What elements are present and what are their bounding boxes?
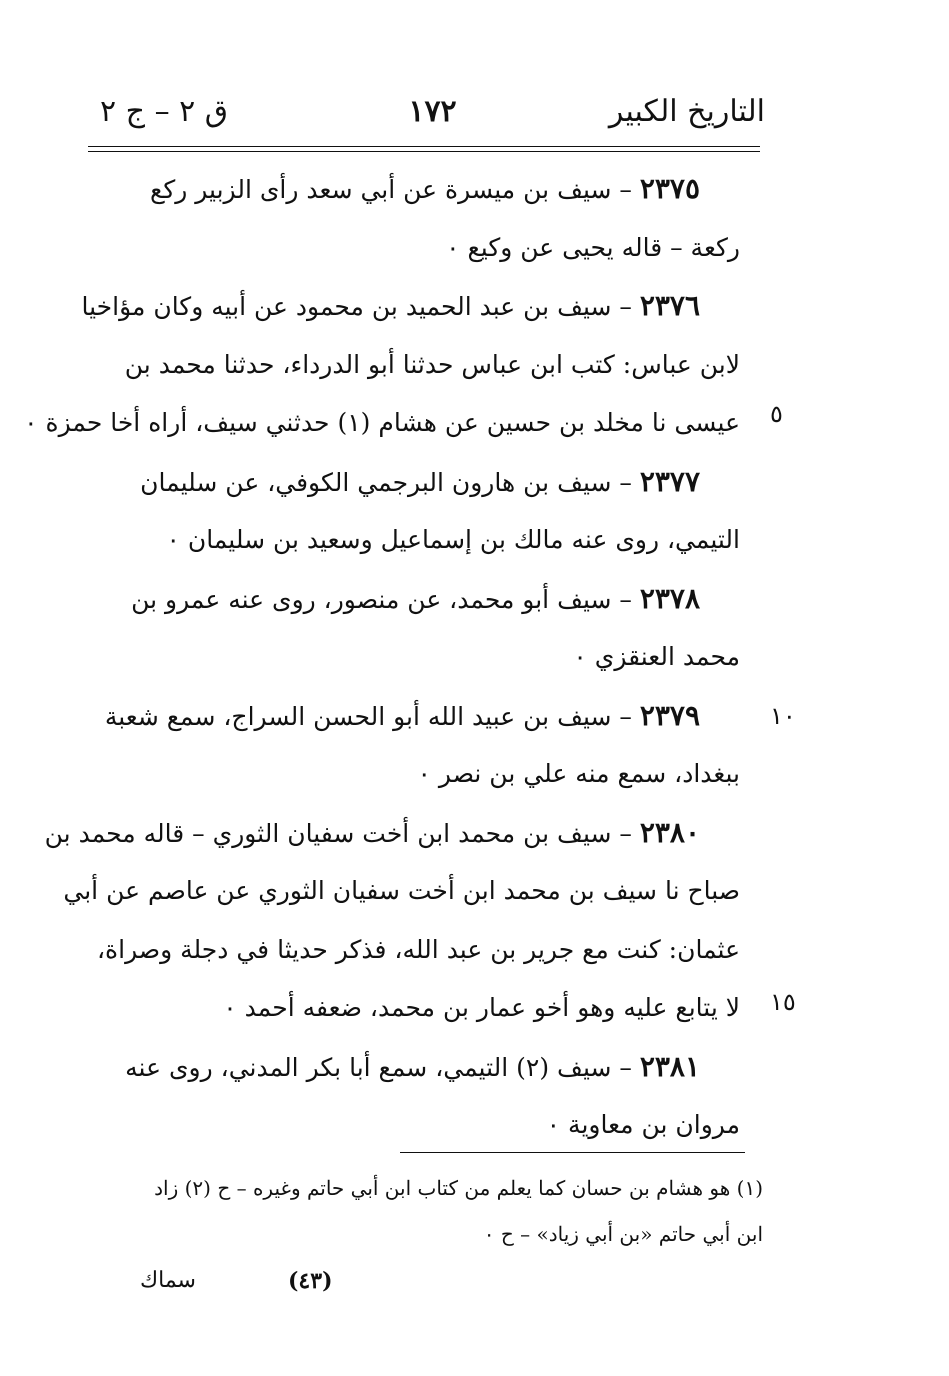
book-title: التاريخ الكبير [608,94,765,129]
entry-number: ٢٣٧٦ [639,289,700,322]
text-line [108,453,740,512]
text-line [44,804,740,863]
header-rule-bottom [88,151,760,152]
part-volume: ق ٢ – ج ٢ [100,94,229,129]
footnotes [108,1165,763,1257]
entry-text: – سيف بن هارون البرجمي الكوفي، عن سليمان [140,467,632,497]
text-line: ببغداد، سمع منه علي بن نصر ٠ [417,759,740,788]
main-text [24,160,740,1155]
text-line: صباح نا سيف بن محمد ابن أخت سفيان الثوري عن عاصم عن أبي [63,876,740,905]
entry-number: ٢٣٧٧ [639,464,700,498]
entry-text: – سيف أبو محمد، عن منصور، روى عنه عمرو بن [131,584,632,614]
text-line: مروان بن معاوية ٠ [546,1110,740,1139]
text-line: عيسى نا مخلد بن حسين عن هشام (١) حدثني سيف، أراه أخا حمزة ٠ [24,408,740,437]
text-line [108,160,740,219]
text-line [104,687,740,746]
entry-number: ٢٣٨١ [639,1049,700,1083]
text-line: محمد العنقزي ٠ [573,642,740,671]
running-header [100,92,765,142]
margin-line-number: ٥ [770,400,783,428]
text-line: ركعة – قاله يحيى عن وكيع ٠ [446,232,740,262]
signature-mark: (٤٣) [288,1268,333,1294]
margin-line-number: ١٥ [770,988,796,1016]
page-number: ١٧٢ [408,94,457,129]
text-line [108,1038,740,1097]
catchword: سماك [140,1268,196,1293]
entry-number: ٢٣٨٠ [639,815,700,849]
entry-text: – سيف (٢) التيمي، سمع أبا بكر المدني، روى عنه [125,1052,632,1082]
footnote-line: (١) هو هشام بن حسان كما يعلم من كتاب ابن أبي حاتم وغيره – ح (٢) زاد [154,1176,763,1200]
footnote-rule [400,1152,745,1153]
entry-text: – سيف بن محمد ابن أخت سفيان الثوري – قاله محمد بن [44,818,632,848]
entry-number: ٢٣٧٩ [639,698,700,732]
margin-line-number: ١٠ [770,702,796,730]
text-line: عثمان: كنت مع جرير بن عبد الله، فذكر حديثا في دجلة وصراة، [96,934,740,964]
text-line [108,570,740,629]
header-rule-top [88,146,760,147]
entry-text: – سيف بن ميسرة عن أبي سعد رأى الزبير ركع [150,175,632,204]
entry-text: – سيف بن عبيد الله أبو الحسن السراج، سمع شعبة [104,701,632,731]
entry-number: ٢٣٧٨ [639,581,700,615]
text-line: التيمي، روى عنه مالك بن إسماعيل وسعيد بن سليمان ٠ [166,525,740,554]
entry-number: ٢٣٧٥ [639,172,700,205]
footnote-line: ابن أبي حاتم «بن أبي زياد» – ح ٠ [483,1222,763,1246]
entry-text: – سيف بن عبد الحميد بن محمود عن أبيه وكان مؤاخيا [81,292,632,321]
text-line: لا يتابع عليه وهو أخو عمار بن محمد، ضعفه أحمد ٠ [223,993,740,1022]
text-line: لابن عباس: كتب ابن عباس حدثنا أبو الدرداء، حدثنا محمد بن [124,349,740,379]
text-line [81,277,740,336]
